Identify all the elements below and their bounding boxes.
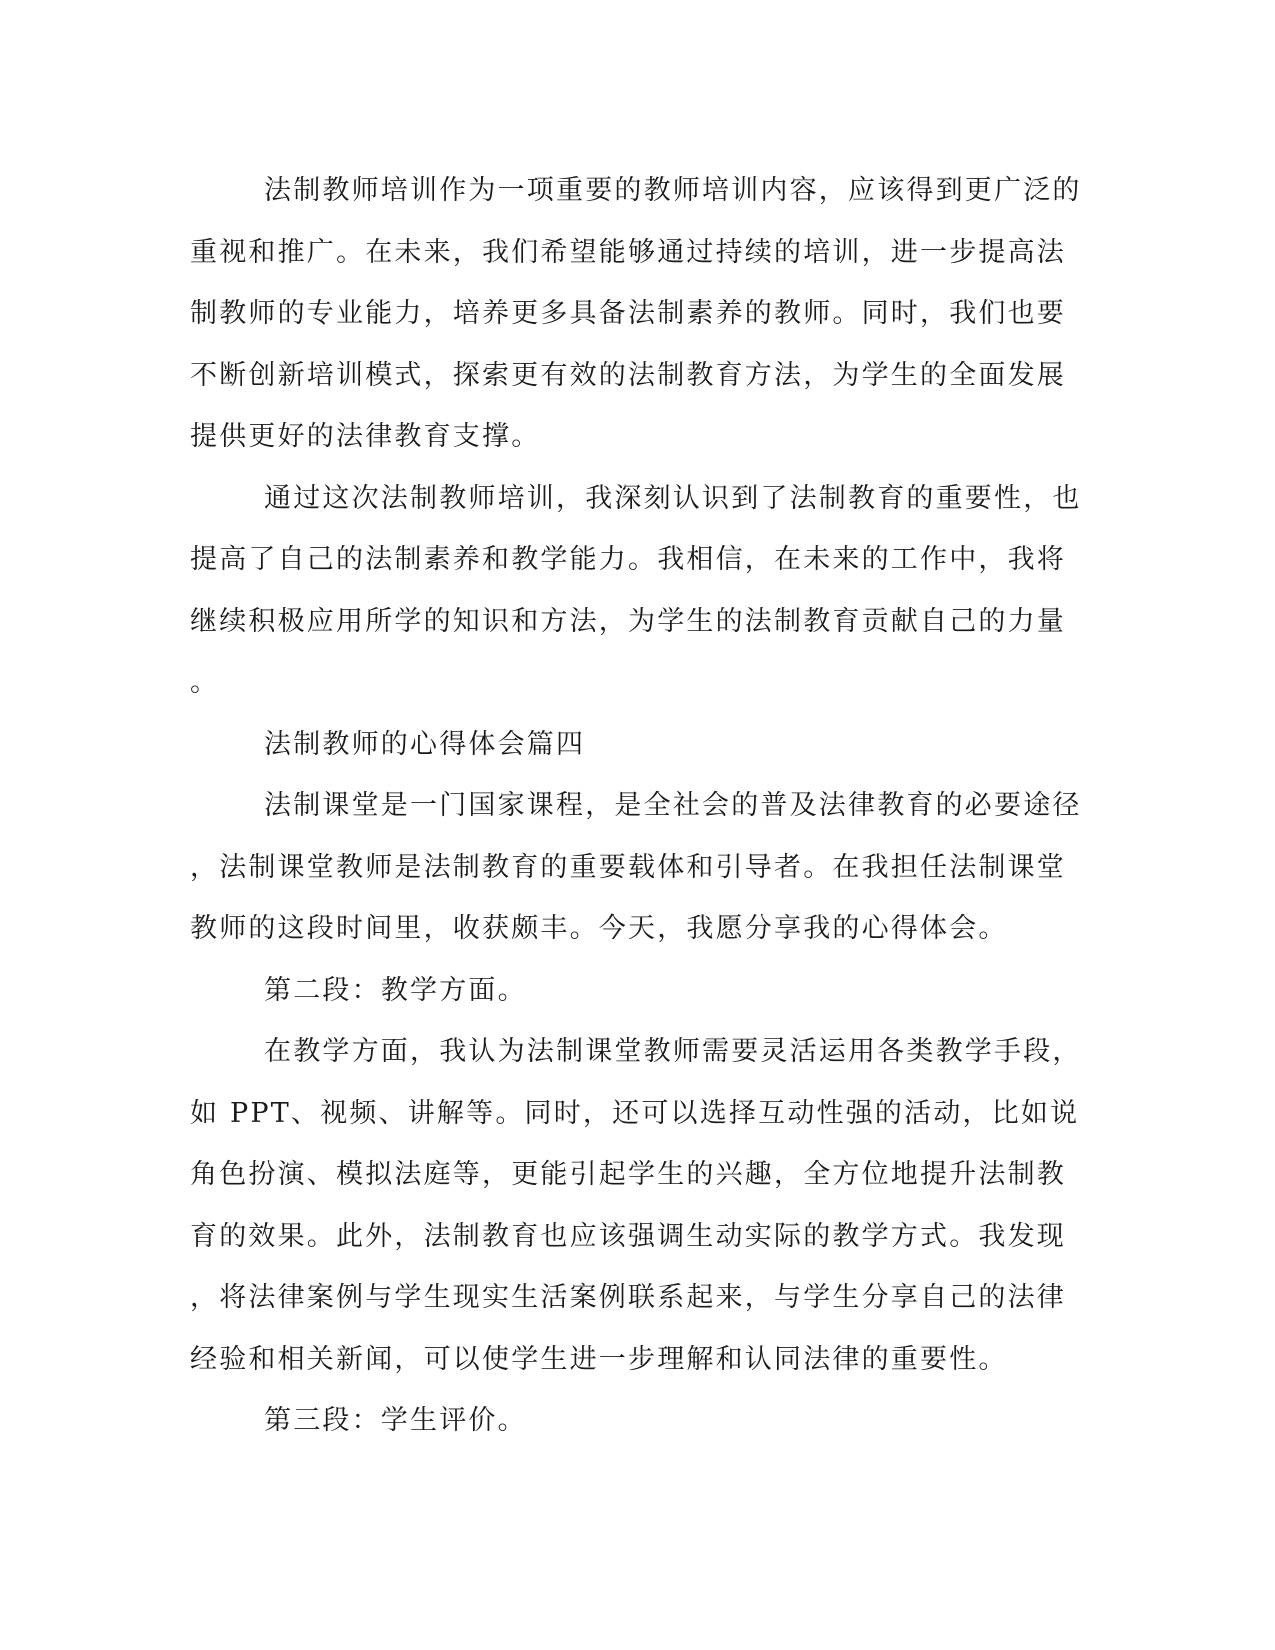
paragraph-line: ，法制课堂教师是法制教育的重要载体和引导者。在我担任法制课堂 xyxy=(190,851,1066,883)
paragraph-line: 如 PPT、视频、讲解等。同时，还可以选择互动性强的活动，比如说 xyxy=(190,1097,1080,1129)
section-heading: 法制教师的心得体会篇四 xyxy=(264,728,586,760)
section-heading: 第二段：教学方面。 xyxy=(264,974,527,1006)
paragraph-line: 制教师的专业能力，培养更多具备法制素养的教师。同时，我们也要 xyxy=(190,298,1066,329)
paragraph-line: 重视和推广。在未来，我们希望能够通过持续的培训，进一步提高法 xyxy=(190,236,1066,268)
paragraph-line: 角色扮演、模拟法庭等，更能引起学生的兴趣，全方位地提升法制教 xyxy=(190,1159,1066,1190)
paragraph-line: 提高了自己的法制素养和教学能力。我相信，在未来的工作中，我将 xyxy=(190,544,1066,575)
paragraph-line: 在教学方面，我认为法制课堂教师需要灵活运用各类教学手段， xyxy=(264,1036,1082,1067)
paragraph-line: 通过这次法制教师培训，我深刻认识到了法制教育的重要性，也 xyxy=(264,482,1082,514)
paragraph-line: 经验和相关新闻，可以使学生进一步理解和认同法律的重要性。 xyxy=(190,1343,1008,1375)
section-heading: 第三段：学生评价。 xyxy=(264,1405,527,1436)
paragraph-line: 教师的这段时间里，收获颇丰。今天，我愿分享我的心得体会。 xyxy=(190,913,1008,944)
paragraph-line: 法制教师培训作为一项重要的教师培训内容，应该得到更广泛的 xyxy=(264,175,1082,206)
paragraph-line: 育的效果。此外，法制教育也应该强调生动实际的教学方式。我发现 xyxy=(190,1220,1066,1252)
paragraph-line: ，将法律案例与学生现实生活案例联系起来，与学生分享自己的法律 xyxy=(190,1282,1066,1313)
paragraph-line: 提供更好的法律教育支撑。 xyxy=(190,421,541,452)
paragraph-line: 。 xyxy=(190,667,220,698)
document-body xyxy=(190,160,1080,1452)
paragraph-line: 继续积极应用所学的知识和方法，为学生的法制教育贡献自己的力量 xyxy=(190,605,1066,637)
paragraph-line: 不断创新培训模式，探索更有效的法制教育方法，为学生的全面发展 xyxy=(190,359,1066,391)
paragraph-line: 法制课堂是一门国家课程，是全社会的普及法律教育的必要途径 xyxy=(264,790,1082,821)
